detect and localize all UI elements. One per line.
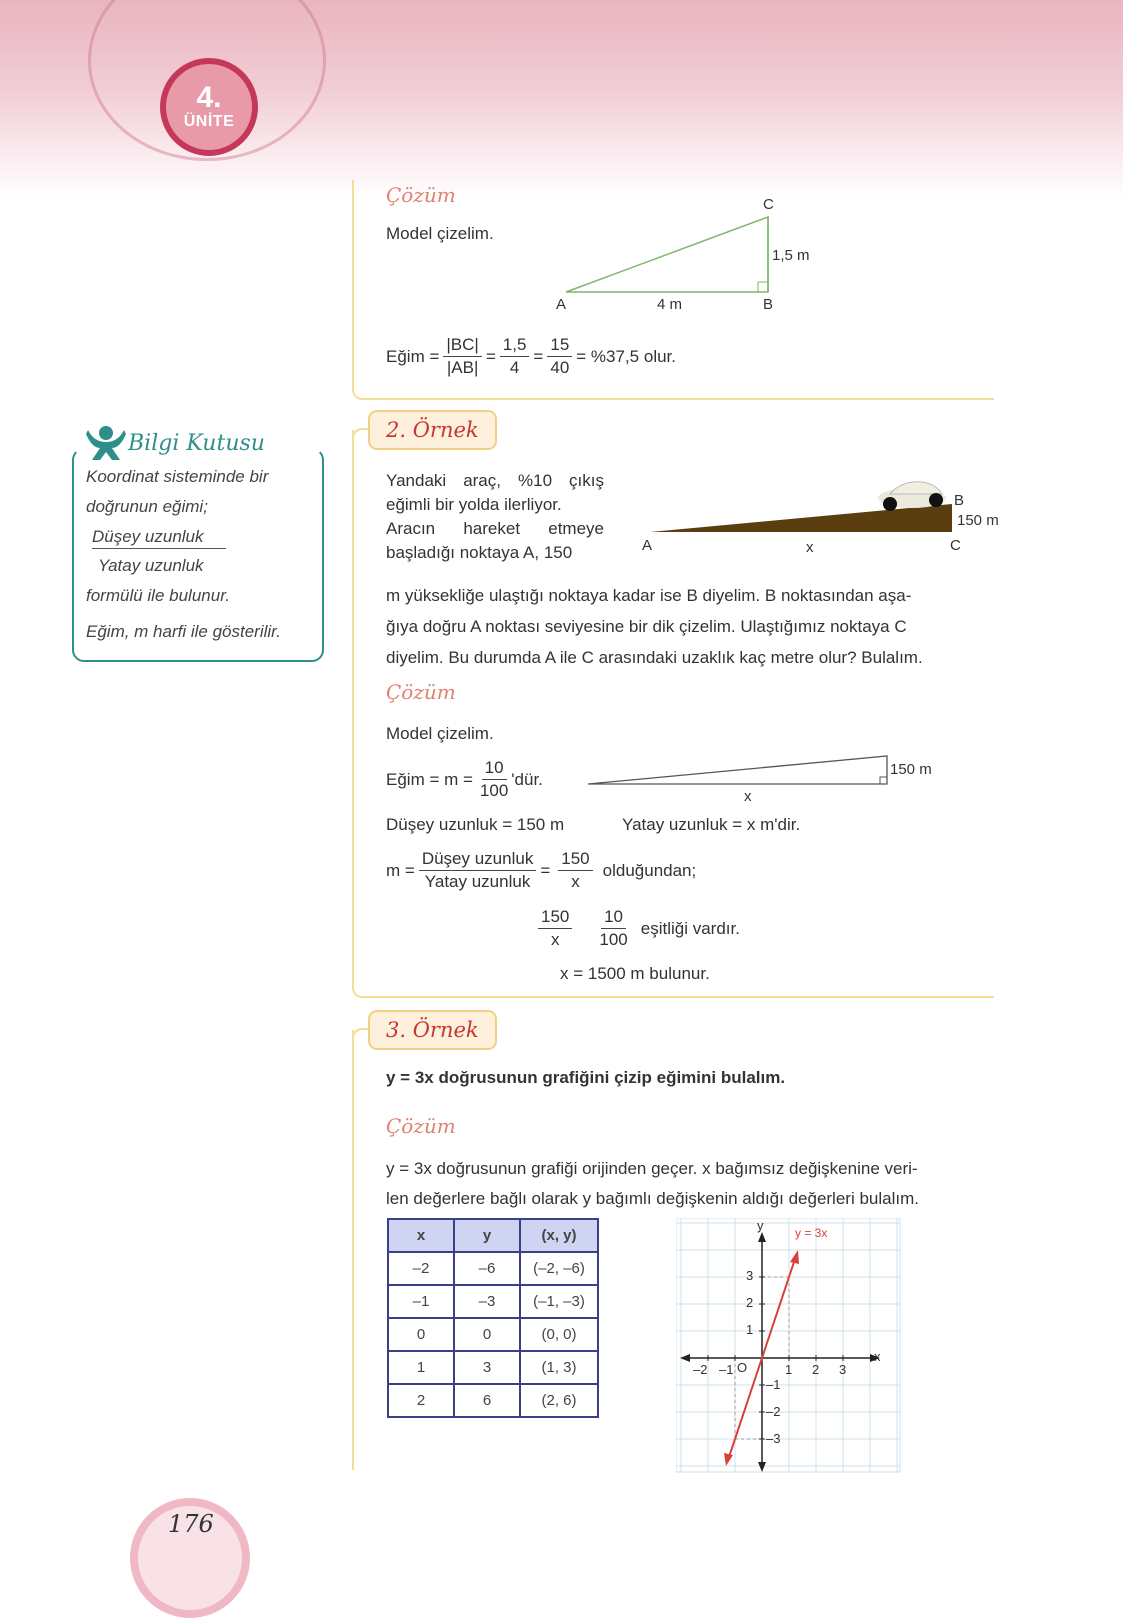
text-line: eğimli bir yolda ilerliyor.: [386, 495, 562, 514]
base-label: 4 m: [657, 296, 683, 313]
model-base-label: x: [744, 788, 752, 805]
numerator: Düşey uzunluk: [419, 848, 537, 871]
formula-result: = %37,5 olur.: [576, 346, 676, 366]
numerator: 10: [601, 906, 626, 929]
cell: (–2, –6): [520, 1252, 598, 1285]
text-line: len değerlere bağlı olarak y bağımlı değişkenin aldığı değerleri bulalım.: [386, 1189, 919, 1208]
solution-title: Çözüm: [386, 183, 456, 207]
mascot-icon: [84, 424, 128, 462]
text-line: diyelim. Bu durumda A ile C arasındaki uzaklık kaç metre olur? Bulalım.: [386, 648, 923, 667]
fraction-150-x: [538, 906, 572, 951]
y-tick: 3: [746, 1268, 754, 1283]
denominator: x: [571, 872, 580, 891]
cell: –3: [454, 1285, 520, 1318]
numerator: 150: [558, 848, 592, 871]
example3-question: y = 3x doğrusunun grafiğini çizip eğimini bulalım.: [386, 1068, 786, 1087]
denominator: 40: [550, 358, 570, 377]
point-a: A: [642, 537, 653, 554]
info-line: doğrunun eğimi;: [86, 497, 208, 516]
values-table: [387, 1218, 599, 1418]
text-line: m yüksekliğe ulaştığı noktaya kadar ise B diyelim. B noktasından aşa-: [386, 586, 912, 605]
origin-label: O: [737, 1360, 748, 1375]
slope-suffix: 'dür.: [511, 769, 543, 789]
x-tick: 1: [785, 1362, 793, 1377]
model-height-label: 150 m: [890, 761, 932, 778]
info-line: formülü ile bulunur.: [86, 586, 230, 605]
model-intro: Model çizelim.: [386, 224, 494, 243]
fraction-15-40: [547, 334, 572, 379]
cell: (2, 6): [520, 1384, 598, 1417]
y-tick: –1: [766, 1377, 781, 1392]
example2-tab: 2. Örnek: [368, 410, 497, 450]
table-row: [388, 1351, 598, 1384]
coordinate-graph: [676, 1218, 902, 1474]
numerator: 10: [482, 757, 507, 780]
slope-equation: [386, 848, 696, 893]
header-y: y: [454, 1219, 520, 1252]
solution-title: Çözüm: [386, 1114, 456, 1138]
y-tick: 1: [746, 1322, 754, 1337]
text-line: Aracın hareket etmeye: [386, 519, 604, 538]
example2-result: x = 1500 m bulunur.: [560, 964, 710, 983]
equals: =: [533, 346, 544, 366]
car-icon: [878, 482, 946, 511]
fraction-bc-ab: [443, 334, 481, 379]
page-number-badge: [130, 1498, 250, 1618]
height-label: 1,5 m: [772, 247, 810, 264]
example2-text-narrow: [386, 469, 604, 565]
vertical-length: Düşey uzunluk = 150 m: [386, 815, 565, 834]
cell: 0: [454, 1318, 520, 1351]
cell: (0, 0): [520, 1318, 598, 1351]
unit-number: 4.: [196, 81, 222, 114]
cell: 3: [454, 1351, 520, 1384]
solution-title: Çözüm: [386, 680, 456, 704]
denominator: 4: [509, 358, 520, 377]
model-intro: Model çizelim.: [386, 724, 494, 743]
table-row: [388, 1252, 598, 1285]
x-axis-label: x: [874, 1349, 881, 1364]
y-axis-label: y: [757, 1218, 764, 1233]
cell: 1: [388, 1351, 454, 1384]
y-tick: –3: [766, 1431, 781, 1446]
slope-lhs: Eğim = m =: [386, 769, 473, 789]
table-row: [388, 1285, 598, 1318]
denominator: Yatay uzunluk: [424, 872, 531, 891]
text-line: başladığı noktaya A, 150: [386, 543, 573, 562]
example2-text-wide: [386, 580, 923, 673]
cell: –1: [388, 1285, 454, 1318]
header-xy: (x, y): [520, 1219, 598, 1252]
x-tick: 2: [812, 1362, 820, 1377]
cell: (–1, –3): [520, 1285, 598, 1318]
fraction-150-x: [558, 848, 592, 893]
denominator: x: [550, 930, 560, 949]
horizontal-length: Yatay uzunluk = x m'dir.: [622, 815, 801, 834]
denominator: 100: [479, 781, 509, 800]
fraction-vertical-horizontal: [419, 848, 537, 893]
eq-suffix: eşitliği vardır.: [640, 918, 740, 938]
formula-lhs: Eğim =: [386, 346, 440, 366]
x-tick: 3: [839, 1362, 847, 1377]
example3-tab: 3. Örnek: [368, 1010, 497, 1050]
y-tick: 2: [746, 1295, 754, 1310]
cell: 0: [388, 1318, 454, 1351]
vertex-c: C: [763, 196, 774, 213]
fraction-10-100: [596, 906, 630, 951]
text-line: ğıya doğru A noktası seviyesine bir dik çizelim. Ulaştığımız noktaya C: [386, 617, 907, 636]
fraction-10-100: [477, 757, 511, 802]
denominator: |AB|: [446, 358, 479, 377]
numerator: 1,5: [500, 334, 530, 357]
cell: –6: [454, 1252, 520, 1285]
equals: =: [485, 346, 496, 366]
line-label: y = 3x: [795, 1226, 828, 1240]
y-tick: –2: [766, 1404, 781, 1419]
table-row: [388, 1384, 598, 1417]
info-box-title: [84, 424, 265, 462]
point-c: C: [950, 537, 961, 554]
slope-model-figure: [584, 750, 894, 790]
cell: –2: [388, 1252, 454, 1285]
text-line: Yandaki araç, %10 çıkış: [386, 471, 604, 490]
fraction-1-5-4: [500, 334, 530, 379]
info-line: Eğim, m harfi ile gösterilir.: [86, 622, 281, 641]
m-suffix: olduğundan;: [602, 860, 697, 880]
cell: 2: [388, 1384, 454, 1417]
header-x: x: [388, 1219, 454, 1252]
denominator: 100: [599, 930, 628, 949]
point-b: B: [954, 492, 965, 509]
cell: 6: [454, 1384, 520, 1417]
table-header-row: [388, 1219, 598, 1252]
info-fraction-numerator: Düşey uzunluk: [92, 527, 226, 549]
height-150m-label: 150 m: [957, 512, 999, 529]
info-line: Koordinat sisteminde bir: [86, 467, 269, 486]
equals: =: [540, 860, 551, 880]
numerator: |BC|: [443, 334, 481, 357]
vertex-b: B: [763, 296, 774, 313]
example3-solution-text: [386, 1154, 919, 1214]
x-tick: –2: [693, 1362, 708, 1377]
m-lhs: m =: [386, 860, 415, 880]
table-row: [388, 1318, 598, 1351]
proportion-equation: [534, 906, 740, 951]
unit-badge: [160, 58, 258, 156]
cell: (1, 3): [520, 1351, 598, 1384]
slope-formula: [386, 334, 676, 379]
text-line: y = 3x doğrusunun grafiği orijinden geçer. x bağımsız değişkenine veri-: [386, 1159, 918, 1178]
vertex-a: A: [556, 296, 567, 313]
numerator: 15: [547, 334, 572, 357]
car-ramp-figure: [640, 470, 970, 540]
info-box-title-text: Bilgi Kutusu: [128, 430, 265, 456]
info-fraction-denominator: Yatay uzunluk: [98, 556, 204, 575]
numerator: 150: [538, 906, 572, 929]
base-x-label: x: [806, 539, 814, 556]
x-tick: –1: [719, 1362, 734, 1377]
unit-label: ÜNİTE: [183, 113, 235, 130]
slope-given: [386, 757, 543, 802]
page-number: 176: [168, 1510, 214, 1538]
